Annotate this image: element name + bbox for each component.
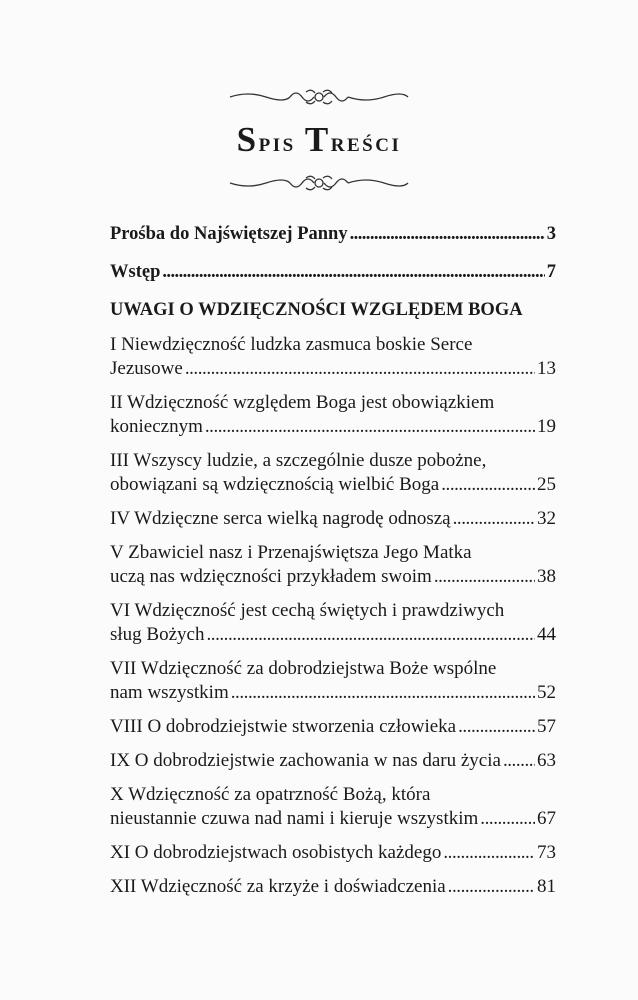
toc-dot-leader xyxy=(458,715,535,739)
toc-entry-line xyxy=(110,681,556,705)
toc-entry-line xyxy=(110,715,556,739)
toc-entry-title: XII Wdzięczność za krzyże i doświadczenia xyxy=(110,876,446,897)
ornament-bottom-flourish xyxy=(228,172,410,194)
toc-entry-title: V Zbawiciel nasz i Przenajświętsza Jego Matka xyxy=(110,542,472,563)
toc-entry-title: X Wdzięczność za opatrzność Bożą, która xyxy=(110,784,431,805)
toc-page-number: 52 xyxy=(537,682,556,703)
toc-entry xyxy=(110,783,556,831)
flourish-icon xyxy=(228,86,410,108)
toc-entry-line xyxy=(110,749,556,773)
toc-entry xyxy=(110,222,556,246)
toc-dot-leader xyxy=(448,875,535,899)
toc-page-number: 63 xyxy=(537,750,556,771)
toc-dot-leader xyxy=(185,357,535,381)
toc-entry-line xyxy=(110,415,556,439)
toc-entry xyxy=(110,875,556,899)
toc-entry xyxy=(110,841,556,865)
ornament-top-flourish xyxy=(228,86,410,108)
toc-page-number: 7 xyxy=(546,262,556,282)
toc-entry-line xyxy=(110,657,556,681)
toc-entry-title: obowiązani są wdzięcznością wielbić Boga xyxy=(110,474,440,495)
title-initial-1: S xyxy=(236,120,259,159)
toc-dot-leader xyxy=(350,222,545,246)
toc-entry-title: koniecznym xyxy=(110,416,203,437)
toc-page-number: 73 xyxy=(537,842,556,863)
toc-entry-title: I Niewdzięczność ludzka zasmuca boskie Serce xyxy=(110,334,473,355)
toc-page-number: 44 xyxy=(537,624,556,645)
flourish-icon xyxy=(228,172,410,194)
toc-entry-line xyxy=(110,541,556,565)
toc-entry xyxy=(110,391,556,439)
toc-dot-leader xyxy=(205,415,535,439)
toc-page-number: 57 xyxy=(537,716,556,737)
toc-page-number: 67 xyxy=(537,808,556,829)
toc-entry-title: sług Bożych xyxy=(110,624,205,645)
toc-entry xyxy=(110,715,556,739)
title-word-2-rest: reści xyxy=(330,127,402,157)
toc-entry-title: III Wszyscy ludzie, a szczególnie dusze pobożne, xyxy=(110,450,487,471)
toc-dot-leader xyxy=(443,841,535,865)
toc-entry xyxy=(110,749,556,773)
toc-entry-line xyxy=(110,449,556,473)
toc-entry-title: VI Wdzięczność jest cechą świętych i prawdziwych xyxy=(110,600,505,621)
title-word-1-rest: pis xyxy=(258,127,296,157)
toc-entry-title: XI O dobrodziejstwach osobistych każdego xyxy=(110,842,442,863)
toc-entry-line xyxy=(110,222,556,246)
toc-entry xyxy=(110,507,556,531)
toc-entry-title: Prośba do Najświętszej Panny xyxy=(110,224,348,244)
toc-page-number: 81 xyxy=(537,876,556,897)
toc-dot-leader xyxy=(162,260,544,284)
toc-dot-leader xyxy=(434,565,535,589)
toc-dot-leader xyxy=(441,473,535,497)
toc-page-number: 25 xyxy=(537,474,556,495)
toc-entry-line xyxy=(110,507,556,531)
toc-dot-leader xyxy=(453,507,535,531)
toc-entry-line xyxy=(110,875,556,899)
toc-entry xyxy=(110,541,556,589)
toc-entry-title: II Wdzięczność względem Boga jest obowiązkiem xyxy=(110,392,495,413)
toc-entry-line xyxy=(110,807,556,831)
toc-entry xyxy=(110,260,556,284)
toc-page-number: 19 xyxy=(537,416,556,437)
toc-dot-leader xyxy=(231,681,535,705)
toc-entry xyxy=(110,333,556,381)
toc-entry-title: uczą nas wdzięczności przykładem swoim xyxy=(110,566,432,587)
toc-entry xyxy=(110,599,556,647)
toc-entry-line xyxy=(110,391,556,415)
title-initial-2: T xyxy=(304,120,331,159)
toc-entry-line xyxy=(110,260,556,284)
toc-entry-title: nieustannie czuwa nad nami i kieruje wszystkim xyxy=(110,808,479,829)
toc-entry-title: Jezusowe xyxy=(110,358,183,379)
table-of-contents xyxy=(110,222,556,909)
toc-dot-leader xyxy=(503,749,535,773)
toc-entry xyxy=(110,657,556,705)
toc-entry-line xyxy=(110,565,556,589)
toc-entry-title: nam wszystkim xyxy=(110,682,229,703)
toc-page-number: 3 xyxy=(546,224,556,244)
toc-entry-title: Wstęp xyxy=(110,262,161,282)
toc-section-heading: UWAGI O WDZIĘCZNOŚCI WZGLĘDEM BOGA xyxy=(110,300,523,320)
toc-entry-title: IX O dobrodziejstwie zachowania w nas daru życia xyxy=(110,750,501,771)
toc-entry-line xyxy=(110,333,556,357)
toc-entry-title: IV Wdzięczne serca wielką nagrodę odnoszą xyxy=(110,508,451,529)
toc-entry-line xyxy=(110,473,556,497)
toc-page-number: 38 xyxy=(537,566,556,587)
toc-page-number: 13 xyxy=(537,358,556,379)
toc-entry-title: VII Wdzięczność za dobrodziejstwa Boże wspólne xyxy=(110,658,497,679)
toc-entry xyxy=(110,449,556,497)
toc-entry-line xyxy=(110,599,556,623)
toc-dot-leader xyxy=(206,623,535,647)
toc-entry-title: VIII O dobrodziejstwie stworzenia człowieka xyxy=(110,716,457,737)
toc-page-number: 32 xyxy=(537,508,556,529)
toc-dot-leader xyxy=(480,807,535,831)
toc-entry-line xyxy=(110,783,556,807)
toc-entry-line xyxy=(110,623,556,647)
toc-entry-line xyxy=(110,841,556,865)
page-title xyxy=(0,122,638,160)
toc-entry-line xyxy=(110,357,556,381)
